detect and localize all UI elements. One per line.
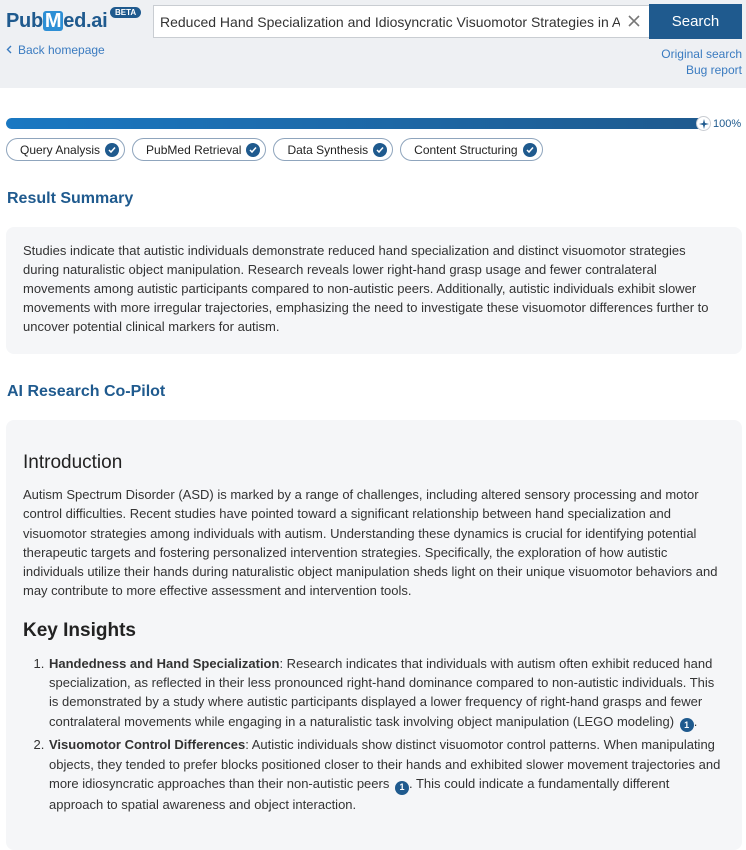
introduction-text: Autism Spectrum Disorder (ASD) is marked by a range of challenges, including altered sensory processing and motor control difficulties. Recent studies have pointed toward a significant relationship between hand specialization and visuomotor strategies among individuals with autism. Understanding these dynamics is crucial for identifying potential therapeutic targets and fostering personalized intervention strategies. Specifically, the exploration of how autistic individuals utilize their hands during naturalistic object manipulation sheds light on their unique visuomotor behaviors and may contribute to more effective assessment and intervention tools. xyxy=(23,487,718,599)
back-homepage-link[interactable] xyxy=(6,43,105,57)
back-homepage-label: Back homepage xyxy=(18,43,105,57)
progress-label: 100% xyxy=(713,118,742,130)
key-insights-heading: Key Insights xyxy=(23,619,136,641)
copilot-card xyxy=(6,420,742,850)
search-input[interactable] xyxy=(160,6,620,37)
beta-badge: BETA xyxy=(110,7,141,18)
insight-text-after: . This could indicate a fundamentally different approach to spatial awareness and object interaction. xyxy=(49,775,670,812)
step-content-structuring xyxy=(400,138,542,161)
list-item xyxy=(48,735,725,814)
check-icon xyxy=(373,143,387,157)
check-icon xyxy=(523,143,537,157)
bug-report-link[interactable]: Bug report xyxy=(685,63,742,77)
list-item xyxy=(48,654,725,733)
insight-text: : Autistic individuals show distinct visuomotor control patterns. When manipulating objects, they tended to prefer blocks positioned closer to their hands and exhibited slower movement trajectories and more idiosyncratic approaches than their non-autistic peers xyxy=(49,737,721,791)
logo-text-right: ed.ai xyxy=(63,10,108,32)
citation-badge[interactable]: 1 xyxy=(395,781,409,795)
result-summary-title: Result Summary xyxy=(7,190,134,207)
result-summary-text: Studies indicate that autistic individuals demonstrate reduced hand specialization and distinct visuomotor strategies during naturalistic object manipulation. Research reveals lower right-hand grasp usage and fewer contralateral movements among autistic participants compared to non-autistic peers. Additionally, autistic individuals exhibit slower movements with more irregular trajectories, emphasizing the need to investigate these visuomotor differences further to uncover potential clinical markers for autism. xyxy=(23,243,709,334)
introduction-heading: Introduction xyxy=(23,452,123,473)
logo-text-m: M xyxy=(44,10,62,32)
header xyxy=(0,0,746,88)
step-label: Content Structuring xyxy=(414,142,518,157)
insight-title: Handedness and Hand Specialization xyxy=(49,655,280,671)
search-box xyxy=(153,5,649,38)
progress-fill xyxy=(6,118,706,129)
result-summary-card xyxy=(6,227,742,354)
key-insights-list xyxy=(23,654,725,814)
insight-text-after: . xyxy=(693,713,698,729)
check-icon xyxy=(246,143,260,157)
step-label: PubMed Retrieval xyxy=(146,142,242,157)
copilot-title: AI Research Co-Pilot xyxy=(7,383,166,400)
close-icon[interactable] xyxy=(625,12,643,30)
original-search-link[interactable]: Original search xyxy=(661,47,742,61)
insight-title: Visuomotor Control Differences xyxy=(49,737,246,753)
insight-text: : Research indicates that individuals with autism often exhibit reduced hand specialization, as reflected in their less pronounced right-hand dominance compared to non-autistic individuals. This is demonstrated by a study where autistic participants displayed a lower frequency of right-hand grasps and fewer contralateral movements while engaging in a naturalistic task involving object manipulation (LEGO modeling) xyxy=(49,655,715,729)
step-label: Query Analysis xyxy=(20,142,101,157)
check-icon xyxy=(105,143,119,157)
search-button[interactable]: Search xyxy=(649,4,742,39)
step-pubmed-retrieval xyxy=(132,138,266,161)
step-query-analysis xyxy=(6,138,125,161)
progress-bar xyxy=(6,118,706,129)
citation-badge[interactable]: 1 xyxy=(680,718,694,732)
step-list xyxy=(6,138,543,161)
progress-handle xyxy=(696,116,711,131)
chevron-left-icon xyxy=(6,43,12,57)
logo-text-left: Pub xyxy=(6,10,43,32)
step-data-synthesis xyxy=(273,138,393,161)
pubmed-ai-logo[interactable] xyxy=(6,10,107,33)
sparkle-icon xyxy=(699,119,709,129)
step-label: Data Synthesis xyxy=(287,142,369,157)
